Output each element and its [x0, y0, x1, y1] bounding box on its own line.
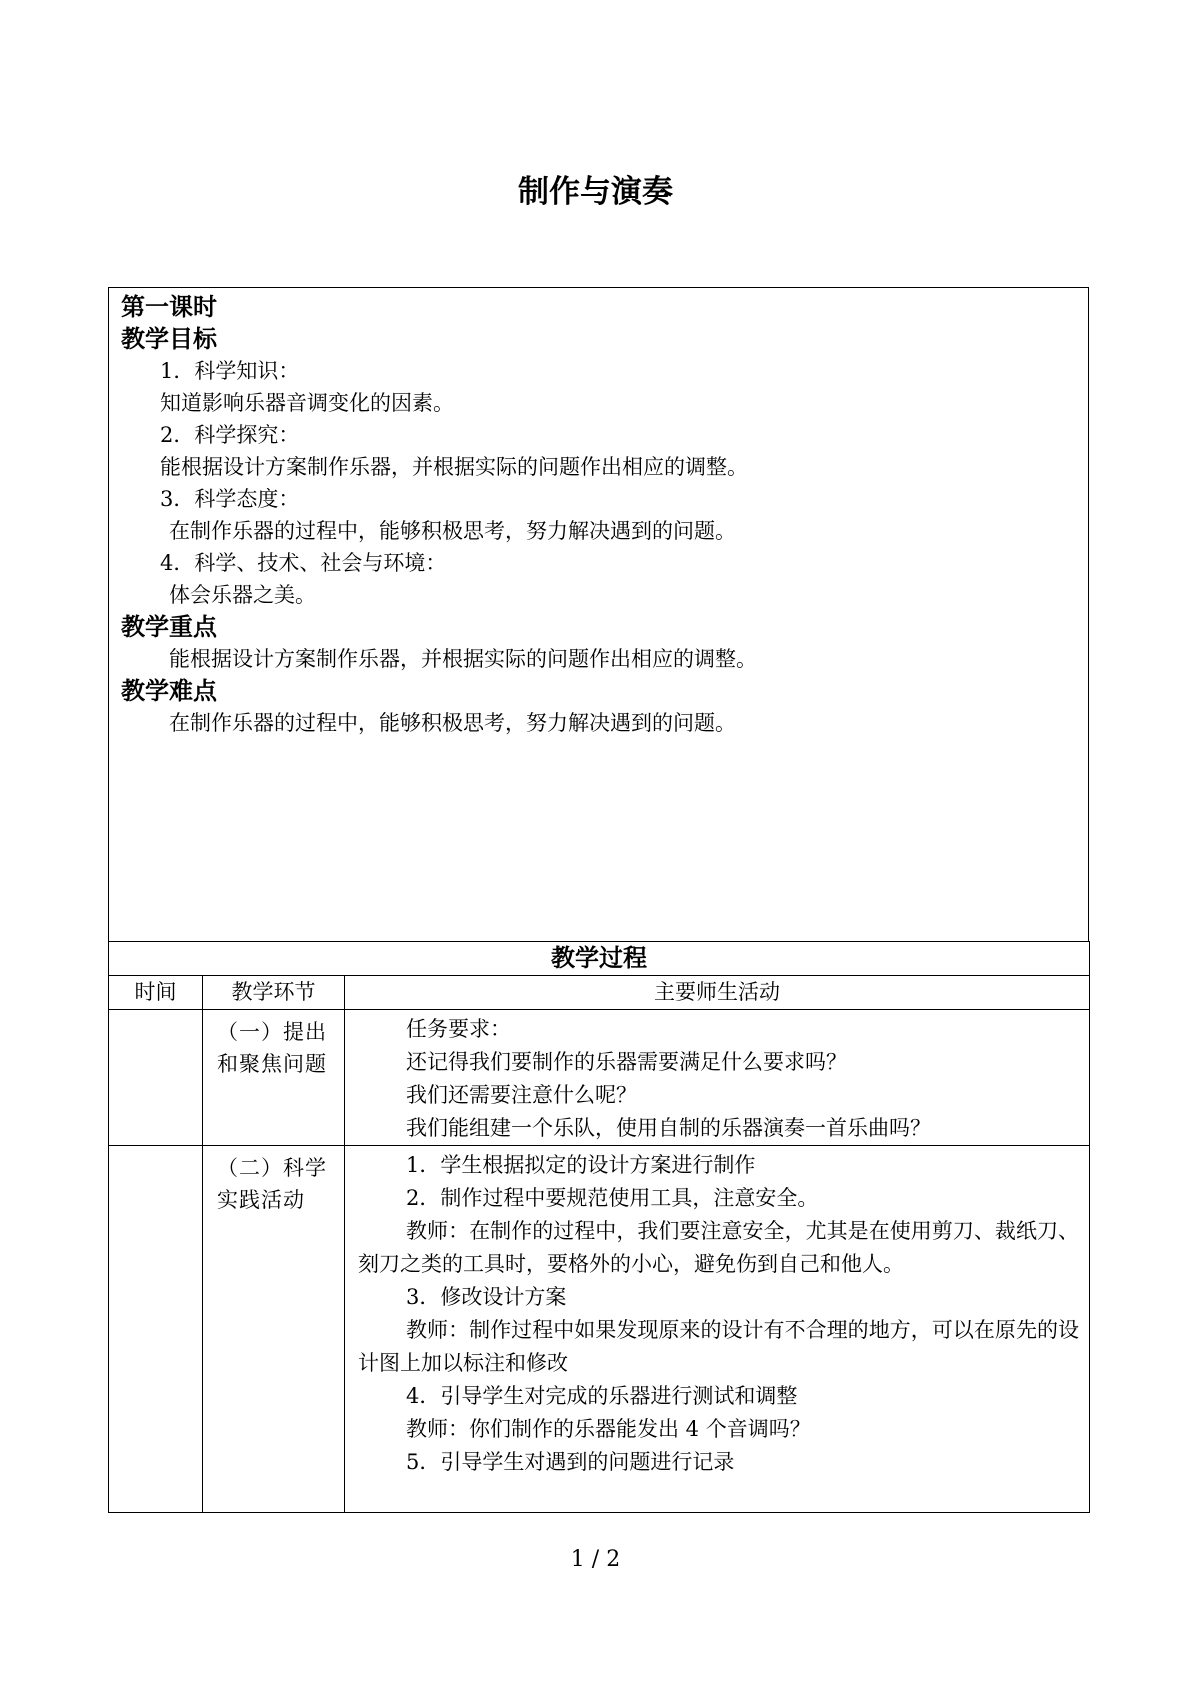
- process-heading: 教学过程: [109, 942, 1090, 976]
- teaching-process-table: [108, 941, 1090, 1513]
- objective-label: 1．科学知识：: [160, 359, 300, 383]
- column-header-stage: 教学环节: [203, 976, 345, 1010]
- table-row: [109, 1010, 1090, 1146]
- table-row: [109, 1146, 1090, 1513]
- column-header-time: 时间: [109, 976, 203, 1010]
- activity-line: 还记得我们要制作的乐器需要满足什么要求吗？: [406, 1050, 847, 1074]
- objective-label: 3．科学态度：: [160, 487, 300, 511]
- key-point-text: 能根据设计方案制作乐器，并根据实际的问题作出相应的调整。: [169, 647, 757, 671]
- stage-cell: [203, 1146, 345, 1513]
- objective-text: 体会乐器之美。: [169, 583, 316, 607]
- objectives-content: [121, 291, 1078, 739]
- activity-line: 1．学生根据拟定的设计方案进行制作: [406, 1153, 756, 1177]
- objective-label: 4．科学、技术、社会与环境：: [160, 551, 447, 575]
- page-number: 1 / 2: [570, 1547, 621, 1572]
- activity-line: 我们能组建一个乐队，使用自制的乐器演奏一首乐曲吗？: [406, 1116, 931, 1140]
- activity-line: 我们还需要注意什么呢？: [406, 1083, 637, 1107]
- objective-text: 知道影响乐器音调变化的因素。: [160, 391, 454, 415]
- column-header-activities: 主要师生活动: [345, 976, 1090, 1010]
- objective-label: 2．科学探究：: [160, 423, 300, 447]
- activities-cell: [345, 1146, 1090, 1513]
- activities-cell: [345, 1010, 1090, 1146]
- stage-cell: [203, 1010, 345, 1146]
- lesson-heading: 第一课时: [121, 293, 217, 321]
- activity-line: 任务要求：: [406, 1017, 511, 1041]
- time-cell: [109, 1146, 203, 1513]
- activity-line: 5．引导学生对遇到的问题进行记录: [406, 1450, 735, 1474]
- objectives-section: [108, 287, 1089, 941]
- activity-line: 教师：在制作的过程中，我们要注意安全，尤其是在使用剪刀、裁纸刀、刻刀之类的工具时，要格外的小心，避免伤到自己和他人。: [358, 1219, 1080, 1276]
- activity-line: 2．制作过程中要规范使用工具，注意安全。: [406, 1186, 819, 1210]
- objective-text: 能根据设计方案制作乐器，并根据实际的问题作出相应的调整。: [160, 455, 748, 479]
- activity-line: 教师：制作过程中如果发现原来的设计有不合理的地方，可以在原先的设计图上加以标注和修改: [358, 1318, 1080, 1375]
- difficulty-text: 在制作乐器的过程中，能够积极思考，努力解决遇到的问题。: [169, 711, 736, 735]
- difficulty-heading: 教学难点: [121, 677, 217, 705]
- activity-line: 教师：你们制作的乐器能发出 4 个音调吗？: [406, 1417, 811, 1441]
- key-point-heading: 教学重点: [121, 613, 217, 641]
- objectives-heading: 教学目标: [121, 325, 217, 353]
- objective-text: 在制作乐器的过程中，能够积极思考，努力解决遇到的问题。: [169, 519, 736, 543]
- stage-text: （一）提出和聚焦问题: [217, 1020, 327, 1076]
- activity-line: 3．修改设计方案: [406, 1285, 567, 1309]
- time-cell: [109, 1010, 203, 1146]
- document-title: 制作与演奏: [518, 174, 673, 210]
- stage-text: （二）科学实践活动: [217, 1156, 327, 1212]
- activity-line: 4．引导学生对完成的乐器进行测试和调整: [406, 1384, 798, 1408]
